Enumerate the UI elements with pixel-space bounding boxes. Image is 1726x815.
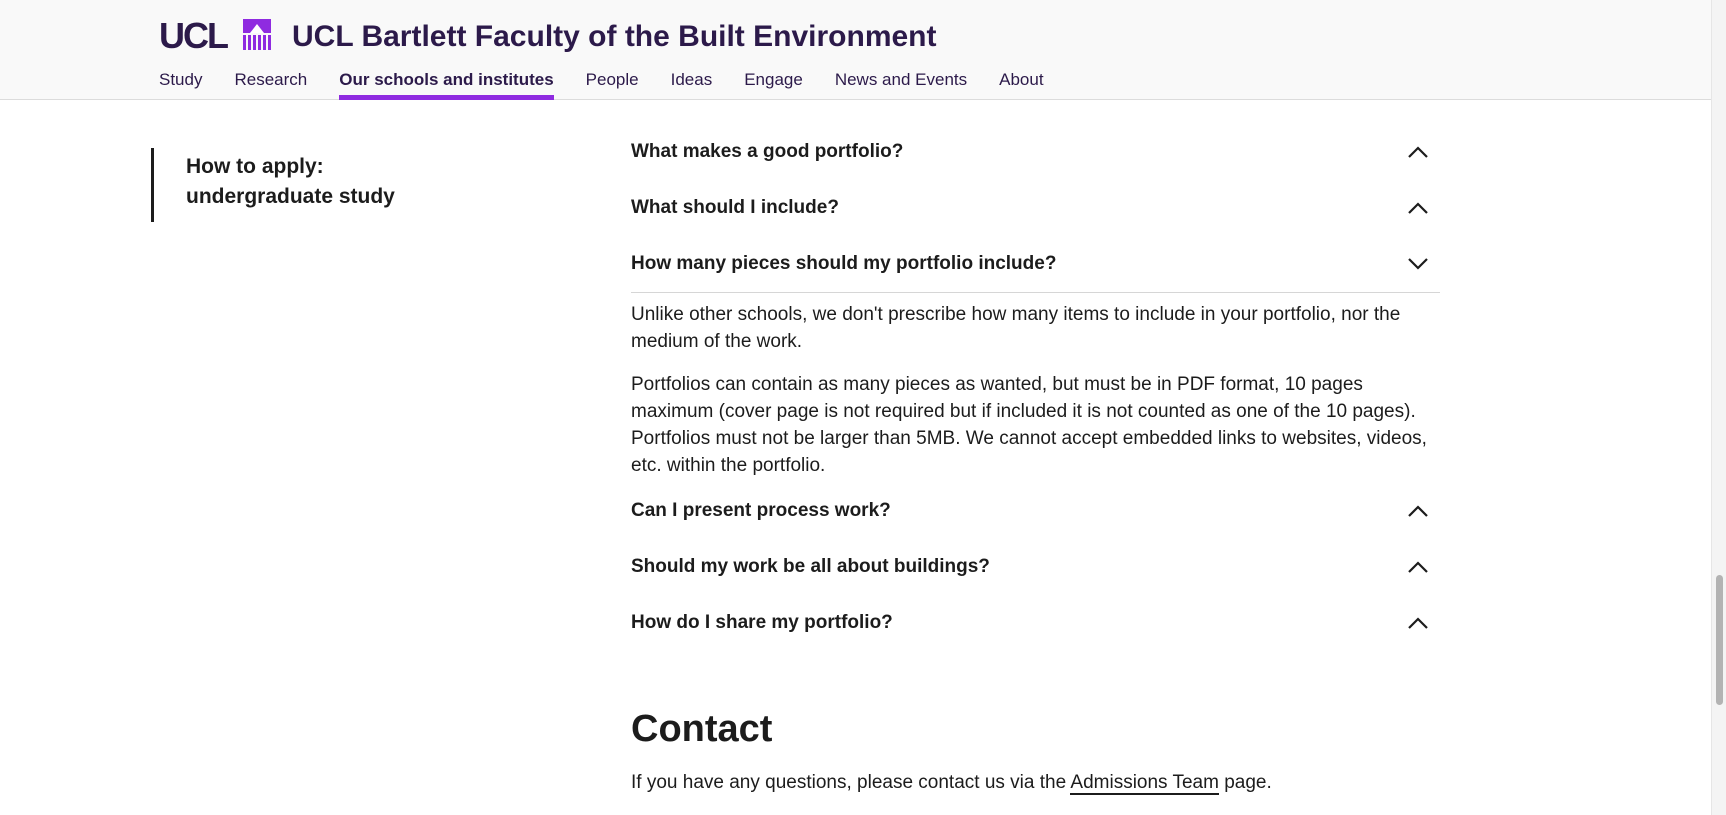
faq-item [631,539,1440,595]
chevron-up-icon[interactable] [1407,201,1429,215]
side-nav-line2: undergraduate study [186,185,395,208]
site-header [0,0,1711,100]
contact-text-after: page. [1218,772,1272,793]
contact-text [631,772,1272,794]
faq-question-process-work[interactable] [631,483,1440,539]
side-nav [151,148,451,222]
contact-text-before: If you have any questions, please contact us via the [631,772,1071,793]
faq-item [631,483,1440,539]
faq-question-text: How do I share my portfolio? [631,612,893,633]
svg-text:UCL: UCL [159,18,227,50]
faq-item [631,180,1440,236]
side-nav-link-how-to-apply[interactable] [186,148,451,212]
faq-answer-paragraph: Unlike other schools, we don't prescribe how many items to include in your portfolio, nor the medium of the work. [631,304,1401,352]
nav-ideas[interactable]: Ideas [670,70,713,89]
faq-question-good-portfolio[interactable] [631,124,1440,180]
faq-item [631,595,1440,651]
nav-people[interactable]: People [585,70,639,89]
faq-item [631,236,1440,483]
faq-question-what-include[interactable] [631,180,1440,236]
chevron-up-icon[interactable] [1407,145,1429,159]
ucl-logo[interactable] [159,18,273,50]
chevron-up-icon[interactable] [1407,504,1429,518]
chevron-up-icon[interactable] [1407,616,1429,630]
faq-question-text: Can I present process work? [631,500,891,521]
faq-question-text: Should my work be all about buildings? [631,556,990,577]
faq-question-text: What should I include? [631,197,839,218]
faq-answer-paragraph: Portfolios can contain as many pieces as wanted, but must be in PDF format, 10 pages maximum (cover page is not required but if included it is not counted as one of the 10 pages). Portfolios must not be larger than 5MB. We cannot accept embedded links to websites, videos, etc. within the portfolio. [631,374,1427,476]
nav-schools-institutes[interactable]: Our schools and institutes [339,68,553,100]
nav-engage[interactable]: Engage [744,70,803,89]
faq-question-text: What makes a good portfolio? [631,141,904,162]
main-nav [159,68,1076,100]
nav-about[interactable]: About [999,70,1044,89]
faq-question-share-portfolio[interactable] [631,595,1440,651]
side-nav-line1: How to apply: [186,155,324,178]
admissions-team-link[interactable]: Admissions Team [1070,772,1219,793]
page-scrollbar[interactable] [1711,0,1726,815]
faq-accordion [631,124,1440,651]
site-title[interactable]: UCL Bartlett Faculty of the Built Environment [292,20,937,53]
nav-study[interactable]: Study [159,70,203,89]
faq-question-buildings[interactable] [631,539,1440,595]
faq-item [631,124,1440,180]
contact-heading: Contact [631,708,773,750]
chevron-up-icon[interactable] [1407,560,1429,574]
faq-question-how-many-pieces[interactable] [631,236,1440,292]
nav-research[interactable]: Research [234,70,308,89]
scrollbar-thumb[interactable] [1716,575,1723,705]
faq-answer [631,292,1440,483]
chevron-down-icon[interactable] [1407,257,1429,271]
faq-question-text: How many pieces should my portfolio include? [631,253,1057,274]
nav-news-events[interactable]: News and Events [834,70,968,89]
